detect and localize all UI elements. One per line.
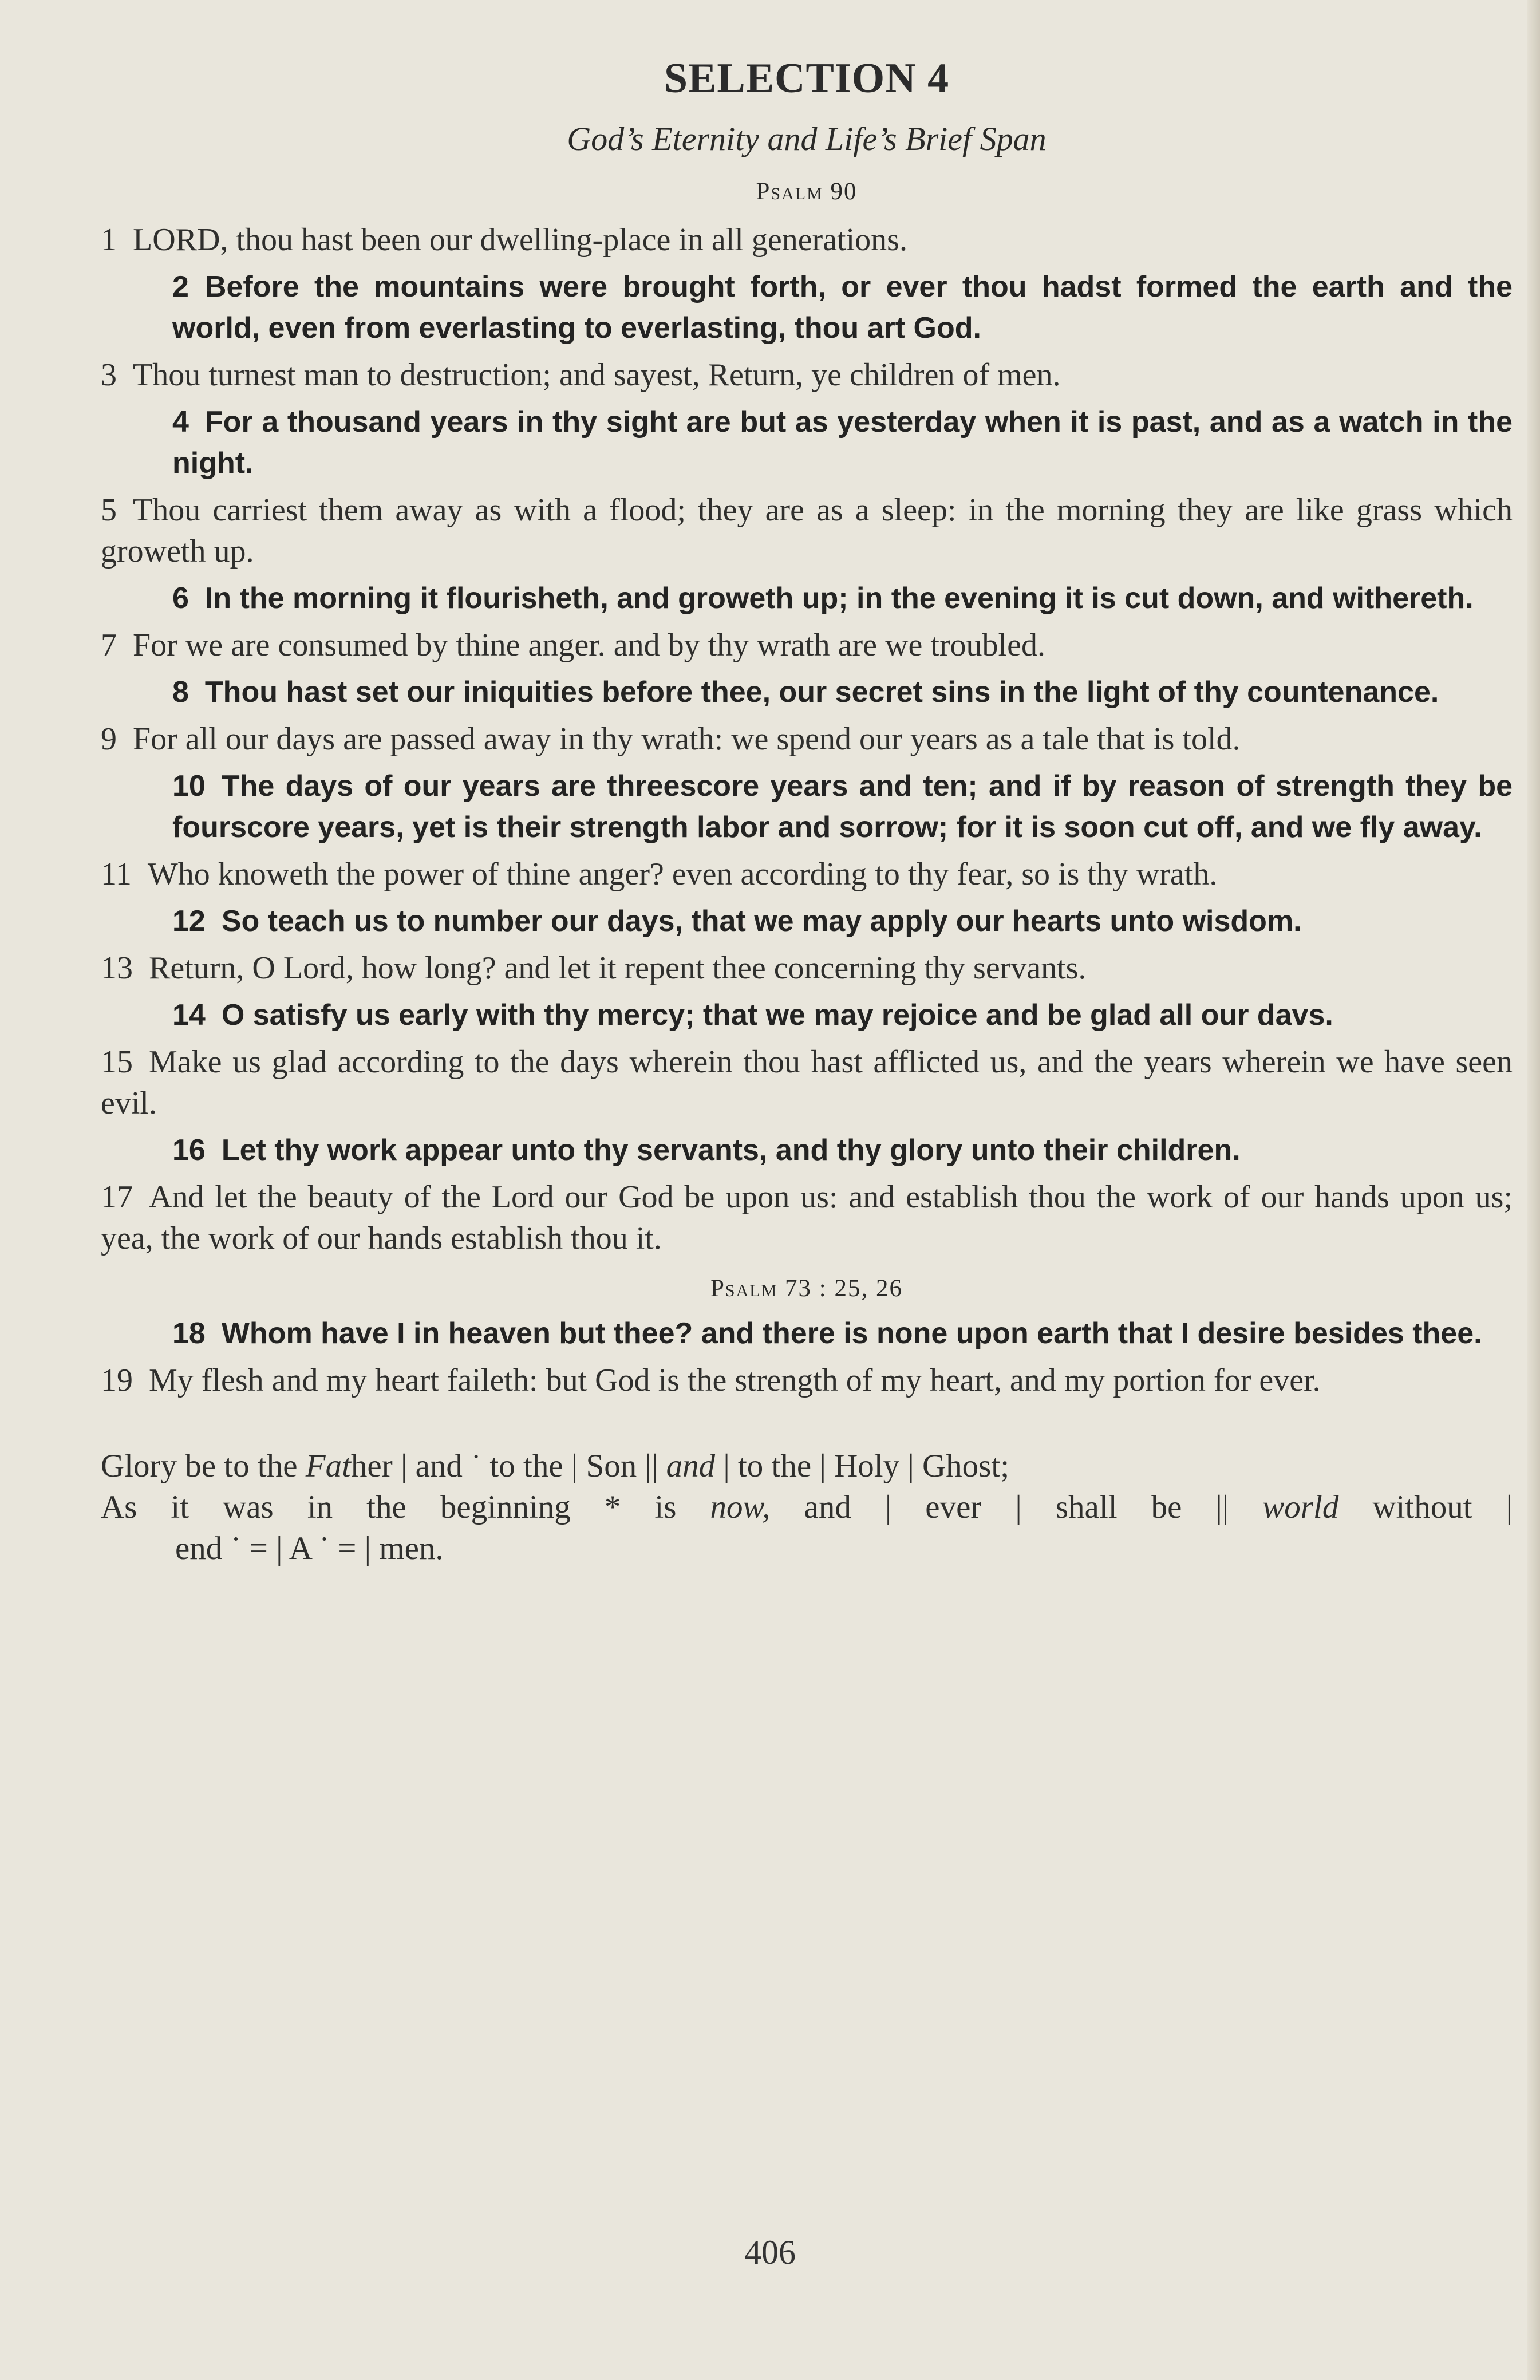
verse [101, 1360, 1513, 1401]
verse [101, 719, 1513, 760]
verse-text: For a thousand years in thy sight are but as yesterday when it is past, and as a watch in the night. [172, 405, 1513, 480]
verse-number: 18 [172, 1317, 206, 1350]
gloria-text: As it was in the beginning * is [101, 1489, 710, 1525]
verse-number: 12 [172, 905, 206, 938]
verse-text: Thou carriest them away as with a flood; they are as a sleep: in the morning they are like grass which groweth up. [101, 492, 1513, 569]
gloria-text: without | [1338, 1489, 1513, 1525]
verse-text: So teach us to number our days, that we may apply our hearts unto wisdom. [221, 905, 1302, 938]
content [101, 52, 1513, 1569]
verse [101, 401, 1513, 484]
verse [101, 219, 1513, 261]
verse [101, 354, 1513, 396]
verse-number: 6 [172, 582, 189, 615]
verse-text: Make us glad according to the days wherein thou hast afflicted us, and the years wherein we have seen evil. [101, 1044, 1513, 1121]
verse-text: Let thy work appear unto thy servants, and thy glory unto their children. [221, 1134, 1241, 1167]
gloria-text-italic: and [666, 1448, 716, 1484]
verse-text: In the morning it flourisheth, and groweth up; in the evening it is cut down, and withereth. [204, 582, 1474, 615]
verse [101, 266, 1513, 349]
verse-text: My flesh and my heart faileth: but God is the strength of my heart, and my portion for ever. [149, 1363, 1321, 1398]
verse-number: 1 [101, 222, 117, 258]
verse-number: 7 [101, 627, 117, 663]
verse [101, 854, 1513, 895]
verse-text: For all our days are passed away in thy wrath: we spend our years as a tale that is told. [133, 721, 1241, 757]
gloria-text: Glory be to the [101, 1448, 306, 1484]
verse [101, 1130, 1513, 1171]
verse-text: Thou turnest man to destruction; and sayest, Return, ye children of men. [133, 357, 1061, 393]
verse-text: Before the mountains were brought forth, or ever thou hadst formed the earth and the world, even from everlasting to everlasting, thou art God. [172, 270, 1513, 345]
psalm-reference: Psalm 90 [756, 178, 858, 205]
selection-subtitle: God’s Eternity and Life’s Brief Span [567, 120, 1047, 157]
verse-list [101, 219, 1513, 1401]
verse [101, 1041, 1513, 1124]
verse-number: 15 [101, 1044, 133, 1080]
gloria-text-italic: Fat [305, 1448, 351, 1484]
verse-number: 4 [172, 405, 189, 439]
page-number: 406 [744, 2233, 796, 2271]
verse [101, 1313, 1513, 1354]
verse-number: 16 [172, 1134, 206, 1167]
verse [101, 901, 1513, 942]
psalm-reference-secondary: Psalm 73 : 25, 26 [710, 1275, 903, 1302]
verse [101, 578, 1513, 619]
gloria-line-3: end ˙ = | A ˙ = | men. [175, 1530, 444, 1566]
verse-text: For we are consumed by thine anger. and by thy wrath are we troubled. [133, 627, 1045, 663]
verse [101, 672, 1513, 713]
verse-number: 9 [101, 721, 117, 757]
verse-number: 10 [172, 769, 206, 803]
selection-title: SELECTION 4 [664, 55, 950, 102]
page-edge-shadow [1527, 0, 1540, 2380]
verse-text: And let the beauty of the Lord our God be upon us: and establish thou the work of our hands upon us; yea, the work of our hands establish thou it. [101, 1179, 1513, 1256]
gloria-line-1 [101, 1446, 1513, 1487]
gloria-text-italic: world [1262, 1489, 1339, 1525]
verse [101, 948, 1513, 989]
verse-number: 11 [101, 857, 132, 892]
verse-text: Whom have I in heaven but thee? and there is none upon earth that I desire besides thee. [221, 1317, 1482, 1350]
verse-number: 17 [101, 1179, 133, 1215]
verse-text: O satisfy us early with thy mercy; that we may rejoice and be glad all our davs. [221, 998, 1333, 1032]
gloria-text: her | and ˙ to the | Son || [350, 1448, 666, 1484]
verse [101, 994, 1513, 1036]
verse-text: LORD, thou hast been our dwelling-place in all generations. [133, 222, 907, 258]
verse-text: The days of our years are threescore years and ten; and if by reason of strength they be fourscore years, yet is their strength labor and sorrow; for it is soon cut off, and we fly away. [172, 769, 1513, 844]
verse [101, 765, 1513, 848]
gloria-text: and | ever | shall be || [770, 1489, 1263, 1525]
gloria-patri [101, 1446, 1513, 1569]
verse-number: 8 [172, 676, 189, 709]
verse [101, 625, 1513, 666]
verse-text: Who knoweth the power of thine anger? even according to thy fear, so is thy wrath. [147, 857, 1218, 892]
verse-number: 14 [172, 998, 206, 1032]
verse-text: Thou hast set our iniquities before thee, our secret sins in the light of thy countenance. [204, 676, 1439, 709]
verse-number: 2 [172, 270, 189, 303]
verse [101, 490, 1513, 572]
gloria-text-italic: now, [710, 1489, 771, 1525]
gloria-line-2 [101, 1487, 1513, 1528]
verse-number: 19 [101, 1363, 133, 1398]
verse-number: 13 [101, 950, 133, 986]
verse-number: 5 [101, 492, 117, 528]
gloria-text: | to the | Holy | Ghost; [715, 1448, 1010, 1484]
verse-number: 3 [101, 357, 117, 393]
verse-text: Return, O Lord, how long? and let it repent thee concerning thy servants. [149, 950, 1087, 986]
verse [101, 1177, 1513, 1259]
